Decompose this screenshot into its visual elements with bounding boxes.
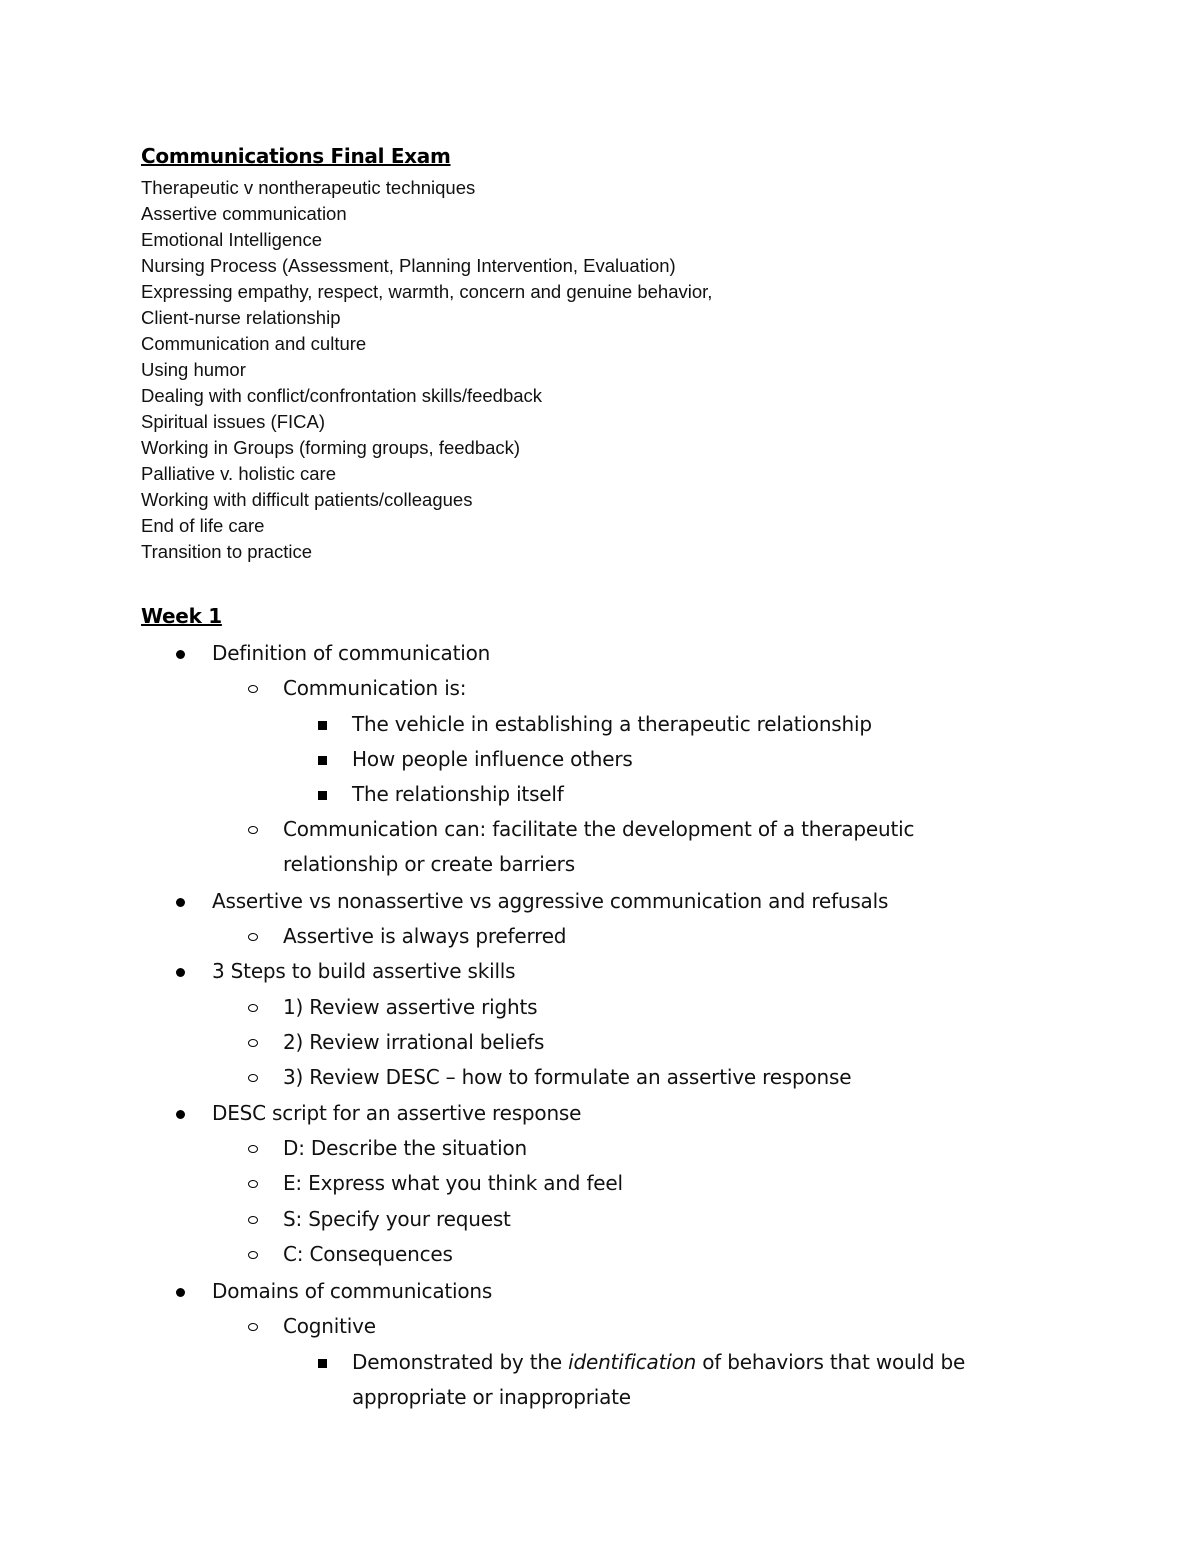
bullet-circle xyxy=(248,1323,258,1331)
topic-item: Working with difficult patients/colleagues xyxy=(141,489,473,510)
topic-item: Dealing with conflict/confrontation skills/feedback xyxy=(141,385,543,406)
bullet-disc xyxy=(176,1110,185,1119)
outline-subitem: Communication can: facilitate the development of a therapeutic xyxy=(283,817,915,841)
topic-item: Assertive communication xyxy=(141,203,347,224)
bullet-circle xyxy=(248,1180,258,1188)
outline-subitem: 3) Review DESC – how to formulate an assertive response xyxy=(283,1065,852,1089)
bullet-disc xyxy=(176,968,185,977)
bullet-circle xyxy=(248,1074,258,1082)
outline-subsubitem-continuation: appropriate or inappropriate xyxy=(352,1385,631,1409)
outline-subitem-continuation: relationship or create barriers xyxy=(283,852,575,876)
bullet-disc xyxy=(176,1288,185,1297)
outline-subitem: E: Express what you think and feel xyxy=(283,1171,623,1195)
outline-subsubitem: The vehicle in establishing a therapeutic relationship xyxy=(352,712,872,736)
topic-item: Communication and culture xyxy=(141,333,367,354)
week-heading: Week 1 xyxy=(141,604,222,628)
outline-item-definition: Definition of communication xyxy=(212,641,491,665)
topic-item: Nursing Process (Assessment, Planning Intervention, Evaluation) xyxy=(141,255,676,276)
bullet-square xyxy=(318,791,327,800)
outline-subitem: 2) Review irrational beliefs xyxy=(283,1030,545,1054)
bullet-circle xyxy=(248,1145,258,1153)
outline-subitem: Cognitive xyxy=(283,1314,376,1338)
bullet-circle xyxy=(248,1216,258,1224)
topic-item: Therapeutic v nontherapeutic techniques xyxy=(141,177,476,198)
document-title: Communications Final Exam xyxy=(141,144,451,168)
outline-subsubitem: How people influence others xyxy=(352,747,633,771)
emphasis-text: identification xyxy=(568,1350,697,1374)
topic-item: Working in Groups (forming groups, feedback) xyxy=(141,437,521,458)
topic-item: Spiritual issues (FICA) xyxy=(141,411,326,432)
outline-subsubitem: The relationship itself xyxy=(352,782,564,806)
outline-subsubitem xyxy=(352,1349,965,1375)
outline-subitem: Assertive is always preferred xyxy=(283,924,567,948)
bullet-square xyxy=(318,756,327,765)
topic-item: Using humor xyxy=(141,359,246,380)
bullet-square xyxy=(318,1359,327,1368)
outline-subitem: S: Specify your request xyxy=(283,1207,511,1231)
topic-item: Transition to practice xyxy=(141,541,313,562)
bullet-disc xyxy=(176,898,185,907)
outline-subitem: Communication is: xyxy=(283,676,467,700)
outline-item-assertive: Assertive vs nonassertive vs aggressive communication and refusals xyxy=(212,889,889,913)
topic-item: Expressing empathy, respect, warmth, concern and genuine behavior, xyxy=(141,281,713,302)
bullet-square xyxy=(318,721,327,730)
bullet-disc xyxy=(176,650,185,659)
topic-list xyxy=(141,176,712,566)
topic-item: End of life care xyxy=(141,515,265,536)
topic-item: Client-nurse relationship xyxy=(141,307,341,328)
outline-subitem: D: Describe the situation xyxy=(283,1136,527,1160)
topic-item: Palliative v. holistic care xyxy=(141,463,337,484)
bullet-circle xyxy=(248,1004,258,1012)
text-run: of behaviors that would be xyxy=(696,1350,966,1374)
outline-item-domains: Domains of communications xyxy=(212,1279,493,1303)
bullet-circle xyxy=(248,1039,258,1047)
outline-subitem: 1) Review assertive rights xyxy=(283,995,538,1019)
bullet-circle xyxy=(248,685,258,693)
text-run: Demonstrated by the xyxy=(352,1350,569,1374)
bullet-circle xyxy=(248,1251,258,1259)
bullet-circle xyxy=(248,826,258,834)
outline-item-steps: 3 Steps to build assertive skills xyxy=(212,959,516,983)
topic-item: Emotional Intelligence xyxy=(141,229,322,250)
outline-item-desc: DESC script for an assertive response xyxy=(212,1101,582,1125)
outline-subitem: C: Consequences xyxy=(283,1242,453,1266)
bullet-circle xyxy=(248,933,258,941)
